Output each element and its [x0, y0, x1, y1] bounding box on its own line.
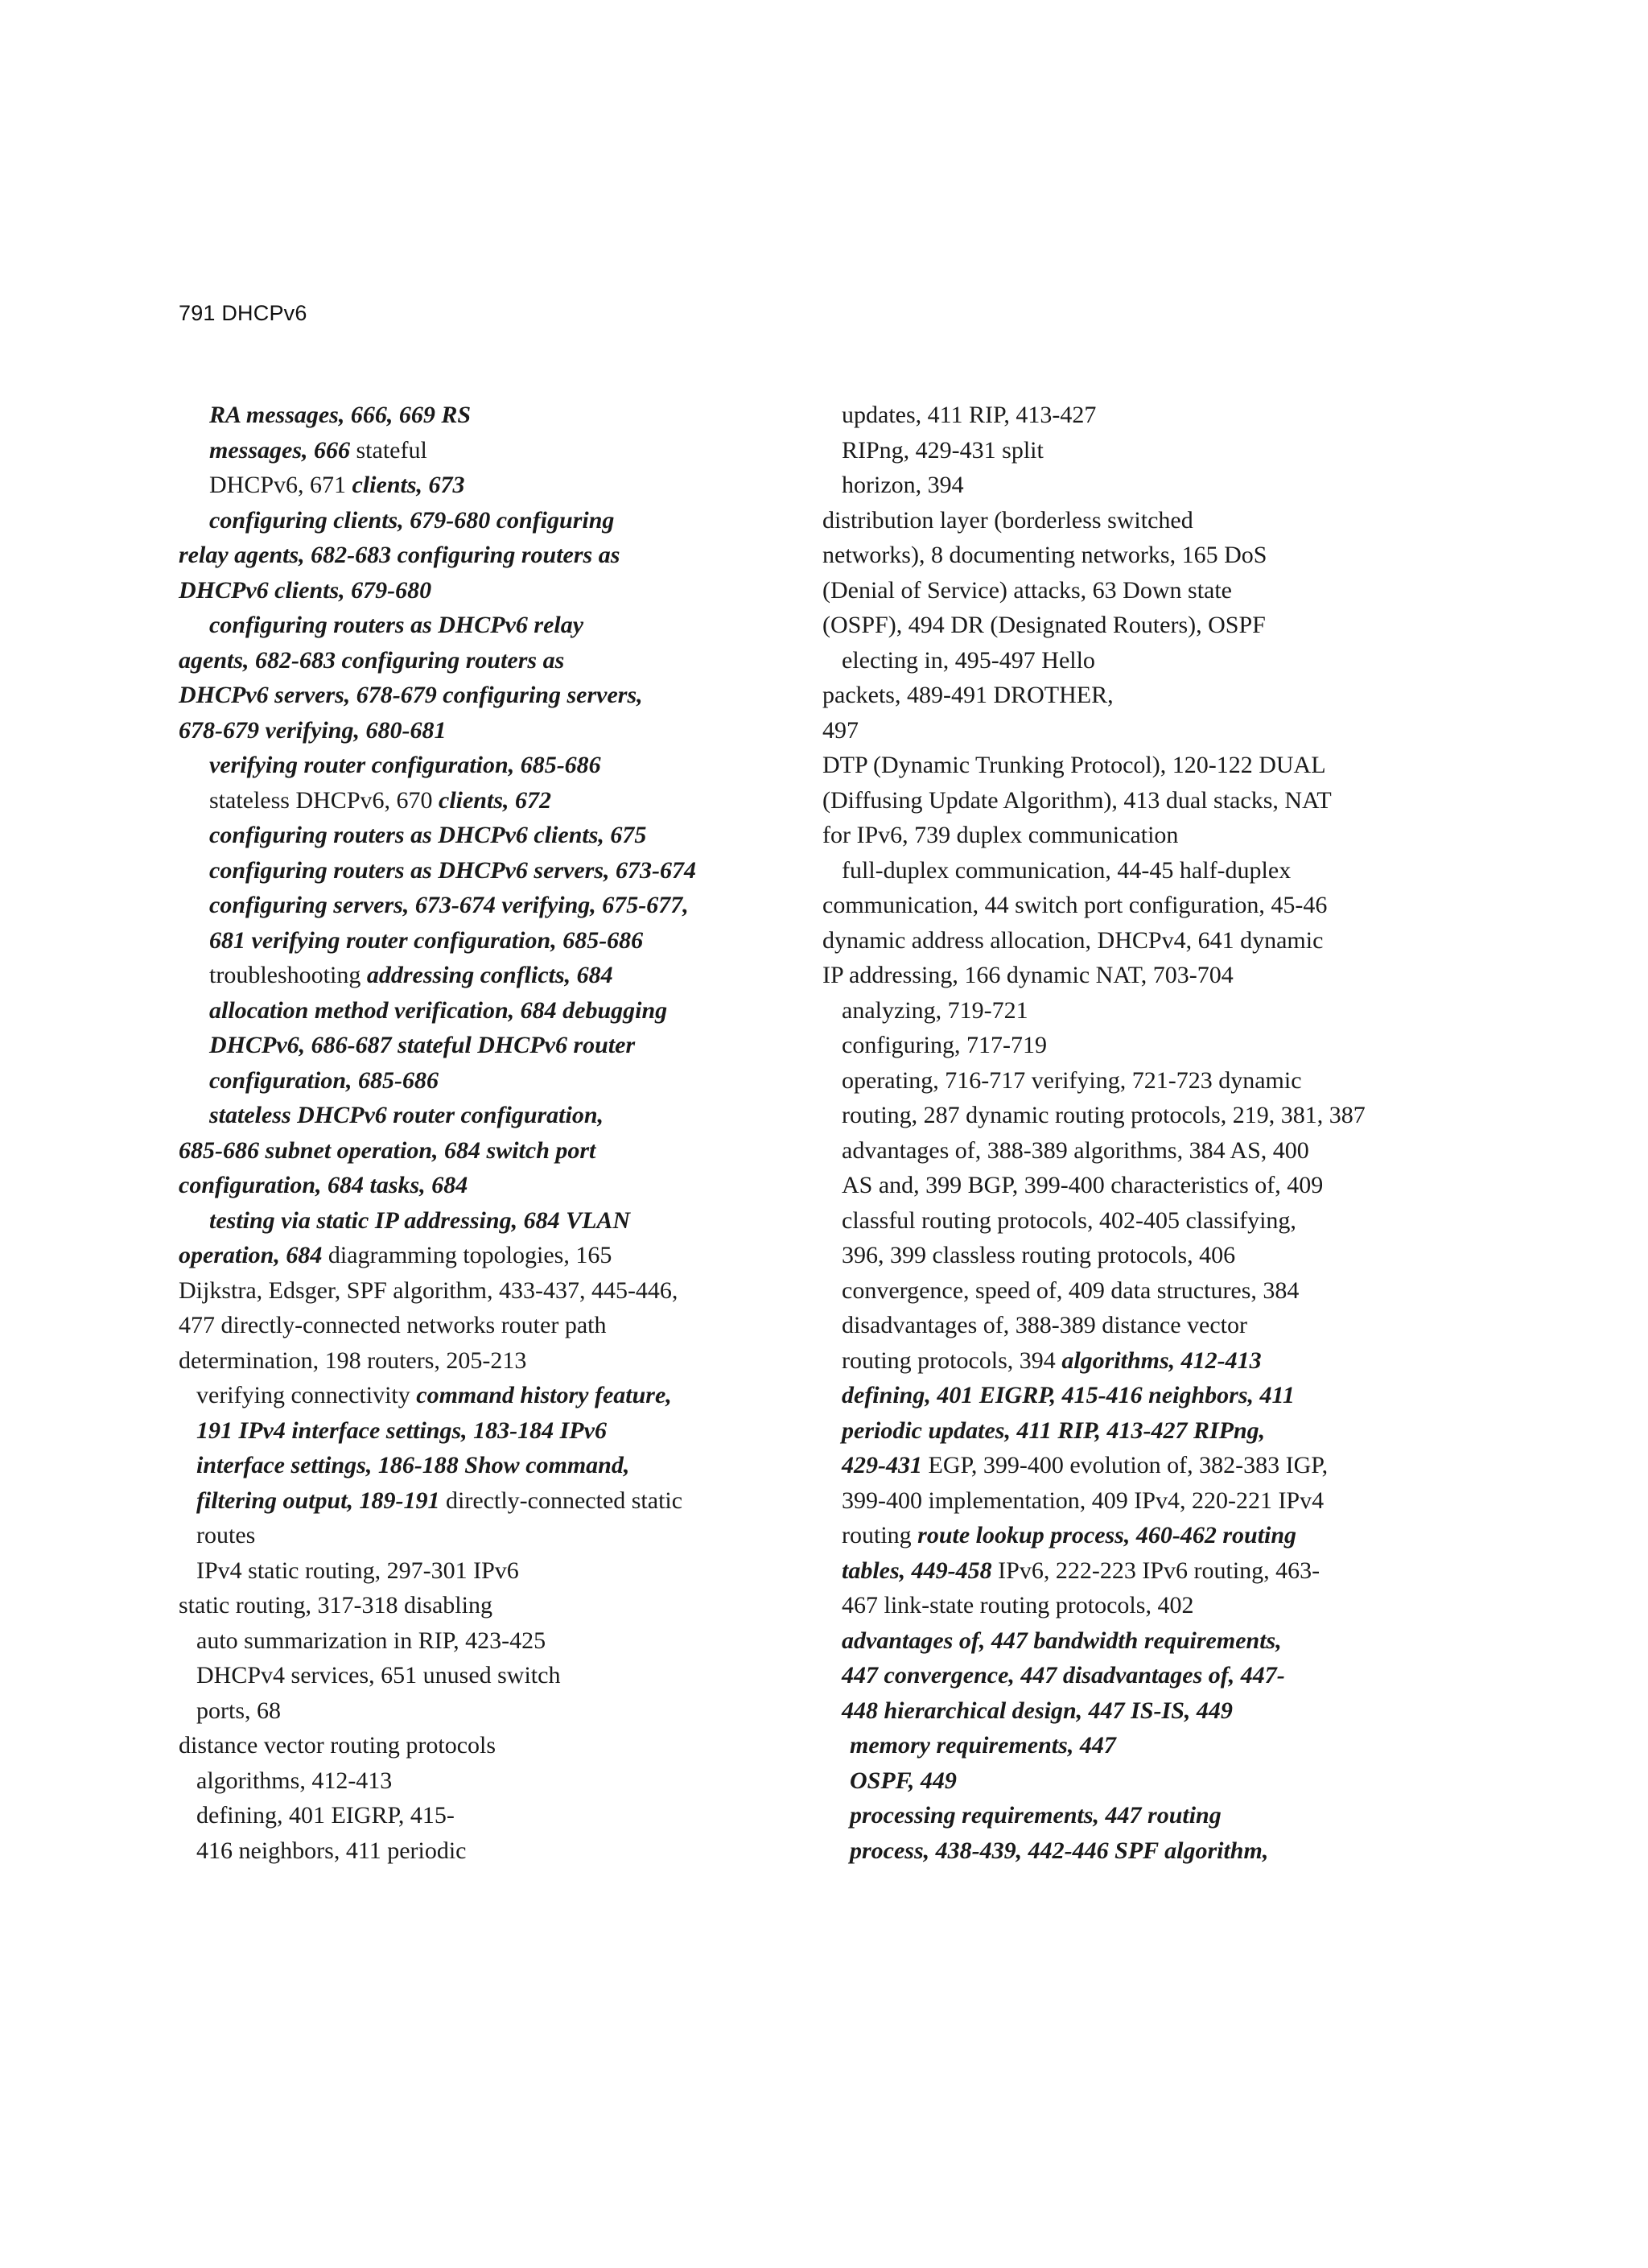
index-subentry-text: configuring clients, 679-680 configuring — [209, 506, 615, 534]
index-entry-text: directly-connected static — [439, 1487, 683, 1514]
index-subentry-text: tables, 449-458 — [842, 1557, 992, 1584]
index-line — [822, 888, 1466, 923]
index-entry-text: routing protocols, 394 — [842, 1346, 1062, 1374]
index-line — [179, 1553, 838, 1589]
index-entry-text: 399-400 implementation, 409 IPv4, 220-221 IPv4 — [842, 1487, 1325, 1514]
index-line — [822, 1063, 1466, 1099]
index-line — [179, 1098, 838, 1133]
index-line — [822, 503, 1466, 538]
index-subentry-text: stateless DHCPv6 router configuration, — [209, 1102, 604, 1128]
index-subentry-text: 685-686 subnet operation, 684 switch port — [179, 1136, 596, 1164]
index-line — [822, 1518, 1466, 1553]
index-column-right — [822, 398, 1466, 1868]
index-entry-text: networks), 8 documenting networks, 165 DoS — [822, 542, 1267, 568]
index-line — [822, 818, 1466, 853]
index-entry-text: RIPng, 429-431 split — [842, 436, 1044, 464]
index-entry-text: operating, 716-717 verifying, 721-723 dynamic — [842, 1066, 1302, 1094]
index-entry-text: determination, 198 routers, 205-213 — [179, 1346, 527, 1374]
index-line — [822, 1693, 1466, 1729]
index-subentry-text: configuring servers, 673-674 verifying, 675-677, — [209, 892, 689, 918]
index-subentry-text: clients, 673 — [352, 472, 465, 498]
index-line — [822, 1098, 1466, 1133]
index-line — [822, 1728, 1466, 1763]
index-subentry-text: agents, 682-683 configuring routers as — [179, 646, 565, 674]
index-entry-text: 497 — [822, 716, 859, 744]
index-subentry-text: algorithms, 412-413 — [1061, 1346, 1262, 1374]
index-entry-text: disadvantages of, 388-389 distance vector — [842, 1312, 1248, 1338]
index-subentry-text: defining, 401 EIGRP, 415-416 neighbors, 411 — [842, 1382, 1295, 1408]
index-entry-text: updates, 411 RIP, 413-427 — [842, 402, 1097, 428]
index-subentry-text: filtering output, 189-191 — [196, 1487, 440, 1514]
index-entry-text: (Denial of Service) attacks, 63 Down state — [822, 576, 1232, 604]
index-subentry-text: relay agents, 682-683 configuring routers as — [179, 542, 620, 568]
index-line — [822, 608, 1466, 643]
index-line — [179, 1693, 838, 1729]
index-entry-text: dynamic address allocation, DHCPv4, 641 dynamic — [822, 926, 1324, 954]
index-line — [822, 1308, 1466, 1343]
index-entry-text: auto summarization in RIP, 423-425 — [196, 1627, 546, 1654]
index-subentry-text: DHCPv6 servers, 678-679 configuring servers, — [179, 682, 643, 708]
index-subentry-text: route lookup process, 460-462 routing — [917, 1522, 1297, 1548]
index-entry-text: DHCPv6, 671 — [209, 472, 352, 498]
index-subentry-text: 191 IPv4 interface settings, 183-184 IPv6 — [196, 1416, 607, 1444]
index-line — [179, 1798, 838, 1833]
index-line — [179, 1168, 838, 1203]
index-entry-text: static routing, 317-318 disabling — [179, 1592, 492, 1619]
index-entry-text: Dijkstra, Edsger, SPF algorithm, 433-437, 445-446, — [179, 1276, 678, 1304]
index-line — [179, 1378, 838, 1413]
index-subentry-text: DHCPv6, 686-687 stateful DHCPv6 router — [209, 1032, 636, 1058]
index-subentry-text: operation, 684 — [179, 1242, 323, 1268]
index-entry-text: 396, 399 classless routing protocols, 406 — [842, 1242, 1236, 1268]
index-line — [179, 888, 838, 923]
index-entry-text: analyzing, 719-721 — [842, 996, 1028, 1024]
index-line — [822, 1623, 1466, 1659]
index-line — [179, 1518, 838, 1553]
index-line — [822, 1203, 1466, 1239]
index-subentry-text: command history feature, — [416, 1382, 672, 1408]
index-line — [179, 1588, 838, 1623]
index-subentry-text: processing requirements, 447 routing — [850, 1802, 1222, 1829]
index-line — [179, 1483, 838, 1519]
index-entry-text: 477 directly-connected networks router path — [179, 1312, 607, 1338]
index-subentry-text: testing via static IP addressing, 684 VLAN — [209, 1206, 631, 1234]
index-line — [822, 1553, 1466, 1589]
index-line — [822, 678, 1466, 713]
index-entry-text: 467 link-state routing protocols, 402 — [842, 1592, 1194, 1619]
index-line — [822, 1588, 1466, 1623]
index-subentry-text: verifying router configuration, 685-686 — [209, 752, 601, 778]
index-subentry-text: configuring routers as DHCPv6 relay — [209, 612, 584, 638]
index-entry-text: (Diffusing Update Algorithm), 413 dual stacks, NAT — [822, 786, 1332, 814]
index-entry-text: IPv4 static routing, 297-301 IPv6 — [196, 1557, 519, 1584]
index-subentry-text: messages, 666 — [209, 436, 350, 464]
index-entry-text: stateless DHCPv6, 670 — [209, 786, 439, 814]
index-column-left — [179, 398, 838, 1868]
index-line — [822, 713, 1466, 748]
index-line — [179, 1028, 838, 1063]
index-entry-text: distribution layer (borderless switched — [822, 506, 1193, 534]
index-entry-text: stateful — [350, 436, 427, 464]
index-line — [179, 713, 838, 748]
index-line — [822, 1378, 1466, 1413]
index-entry-text: (OSPF), 494 DR (Designated Routers), OSPF — [822, 612, 1266, 638]
index-entry-text: electing in, 495-497 Hello — [842, 646, 1095, 674]
index-subentry-text: 448 hierarchical design, 447 IS-IS, 449 — [842, 1697, 1233, 1724]
index-entry-text: classful routing protocols, 402-405 classifying, — [842, 1206, 1296, 1234]
index-line — [822, 783, 1466, 819]
index-line — [822, 853, 1466, 889]
index-line — [179, 923, 838, 959]
index-line — [179, 1238, 838, 1273]
index-entry-text: AS and, 399 BGP, 399-400 characteristics of, 409 — [842, 1172, 1324, 1198]
index-entry-text: IP addressing, 166 dynamic NAT, 703-704 — [822, 962, 1234, 988]
index-line — [179, 538, 838, 573]
index-line — [179, 748, 838, 783]
index-line — [822, 1763, 1466, 1799]
index-subentry-text: configuration, 685-686 — [209, 1066, 439, 1094]
index-line — [179, 468, 838, 503]
index-line — [179, 1063, 838, 1099]
index-line — [822, 643, 1466, 678]
index-entry-text: horizon, 394 — [842, 472, 964, 498]
index-line — [822, 398, 1466, 433]
index-line — [179, 503, 838, 538]
index-line — [822, 1028, 1466, 1063]
index-line — [179, 1273, 838, 1309]
index-entry-text: packets, 489-491 DROTHER, — [822, 682, 1114, 708]
index-subentry-text: process, 438-439, 442-446 SPF algorithm, — [850, 1837, 1269, 1864]
index-entry-text: DTP (Dynamic Trunking Protocol), 120-122 DUAL — [822, 752, 1326, 778]
index-entry-text: routes — [196, 1522, 256, 1548]
index-entry-text: routing — [842, 1522, 918, 1548]
index-entry-text: for IPv6, 739 duplex communication — [822, 822, 1179, 848]
index-subentry-text: DHCPv6 clients, 679-680 — [179, 576, 432, 604]
index-subentry-text: 447 convergence, 447 disadvantages of, 447- — [842, 1662, 1285, 1689]
index-line — [179, 1413, 838, 1449]
index-entry-text: defining, 401 EIGRP, 415- — [196, 1802, 455, 1829]
index-entry-text: IPv6, 222-223 IPv6 routing, 463- — [991, 1557, 1320, 1584]
index-entry-text: EGP, 399-400 evolution of, 382-383 IGP, — [922, 1452, 1329, 1478]
index-line — [822, 1448, 1466, 1483]
index-subentry-text: 681 verifying router configuration, 685-686 — [209, 926, 644, 954]
index-subentry-text: RA messages, 666, 669 RS — [209, 402, 472, 428]
index-subentry-text: OSPF, 449 — [850, 1767, 957, 1794]
index-entry-text: algorithms, 412-413 — [196, 1767, 393, 1794]
index-line — [822, 1343, 1466, 1379]
index-line — [822, 573, 1466, 608]
index-line — [179, 398, 838, 433]
index-entry-text: configuring, 717-719 — [842, 1032, 1047, 1058]
running-head: 791 DHCPv6 — [179, 301, 307, 325]
index-line — [822, 468, 1466, 503]
index-entry-text: diagramming topologies, 165 — [322, 1242, 612, 1268]
index-entry-text: convergence, speed of, 409 data structures, 384 — [842, 1276, 1300, 1304]
index-line — [822, 1168, 1466, 1203]
index-subentry-text: periodic updates, 411 RIP, 413-427 RIPng, — [842, 1416, 1266, 1444]
index-line — [179, 1448, 838, 1483]
index-line — [179, 1133, 838, 1169]
index-entry-text: ports, 68 — [196, 1697, 281, 1724]
index-line — [179, 433, 838, 468]
index-line — [179, 678, 838, 713]
index-subentry-text: configuring routers as DHCPv6 servers, 673-674 — [209, 856, 697, 884]
index-subentry-text: allocation method verification, 684 debugging — [209, 996, 668, 1024]
index-line — [179, 993, 838, 1029]
index-line — [179, 853, 838, 889]
index-line — [822, 538, 1466, 573]
index-subentry-text: configuring routers as DHCPv6 clients, 675 — [209, 822, 647, 848]
index-line — [179, 1658, 838, 1693]
index-subentry-text: addressing conflicts, 684 — [366, 962, 613, 988]
index-subentry-text: interface settings, 186-188 Show command, — [196, 1452, 630, 1478]
index-subentry-text: advantages of, 447 bandwidth requirements, — [842, 1627, 1282, 1654]
index-line — [179, 1308, 838, 1343]
index-subentry-text: configuration, 684 tasks, 684 — [179, 1172, 468, 1198]
index-line — [179, 1343, 838, 1379]
index-line — [822, 1238, 1466, 1273]
index-entry-text: DHCPv4 services, 651 unused switch — [196, 1662, 561, 1689]
index-line — [822, 1413, 1466, 1449]
index-entry-text: distance vector routing protocols — [179, 1732, 496, 1759]
index-line — [179, 1763, 838, 1799]
index-line — [822, 923, 1466, 959]
index-entry-text: routing, 287 dynamic routing protocols, 219, 381, 387 — [842, 1102, 1366, 1128]
index-line — [179, 783, 838, 819]
index-line — [822, 1798, 1466, 1833]
index-subentry-text: memory requirements, 447 — [850, 1732, 1116, 1759]
index-line — [822, 433, 1466, 468]
index-line — [179, 1728, 838, 1763]
index-line — [179, 1203, 838, 1239]
index-entry-text: troubleshooting — [209, 962, 367, 988]
index-line — [179, 818, 838, 853]
index-line — [179, 958, 838, 993]
index-entry-text: full-duplex communication, 44-45 half-duplex — [842, 856, 1292, 884]
index-line — [179, 573, 838, 608]
index-entry-text: communication, 44 switch port configuration, 45-46 — [822, 892, 1328, 918]
index-line — [179, 1833, 838, 1869]
index-line — [822, 1133, 1466, 1169]
index-entry-text: verifying connectivity — [196, 1382, 417, 1408]
index-line — [822, 748, 1466, 783]
index-entry-text: 416 neighbors, 411 periodic — [196, 1837, 467, 1864]
index-subentry-text: 678-679 verifying, 680-681 — [179, 716, 447, 744]
index-subentry-text: 429-431 — [842, 1452, 922, 1478]
index-entry-text: advantages of, 388-389 algorithms, 384 AS, 400 — [842, 1136, 1309, 1164]
index-line — [822, 993, 1466, 1029]
index-line — [822, 1483, 1466, 1519]
index-line — [179, 643, 838, 678]
index-line — [822, 958, 1466, 993]
index-line — [822, 1658, 1466, 1693]
index-line — [179, 1623, 838, 1659]
index-line — [822, 1273, 1466, 1309]
index-line — [179, 608, 838, 643]
index-line — [822, 1833, 1466, 1869]
index-subentry-text: clients, 672 — [439, 786, 551, 814]
